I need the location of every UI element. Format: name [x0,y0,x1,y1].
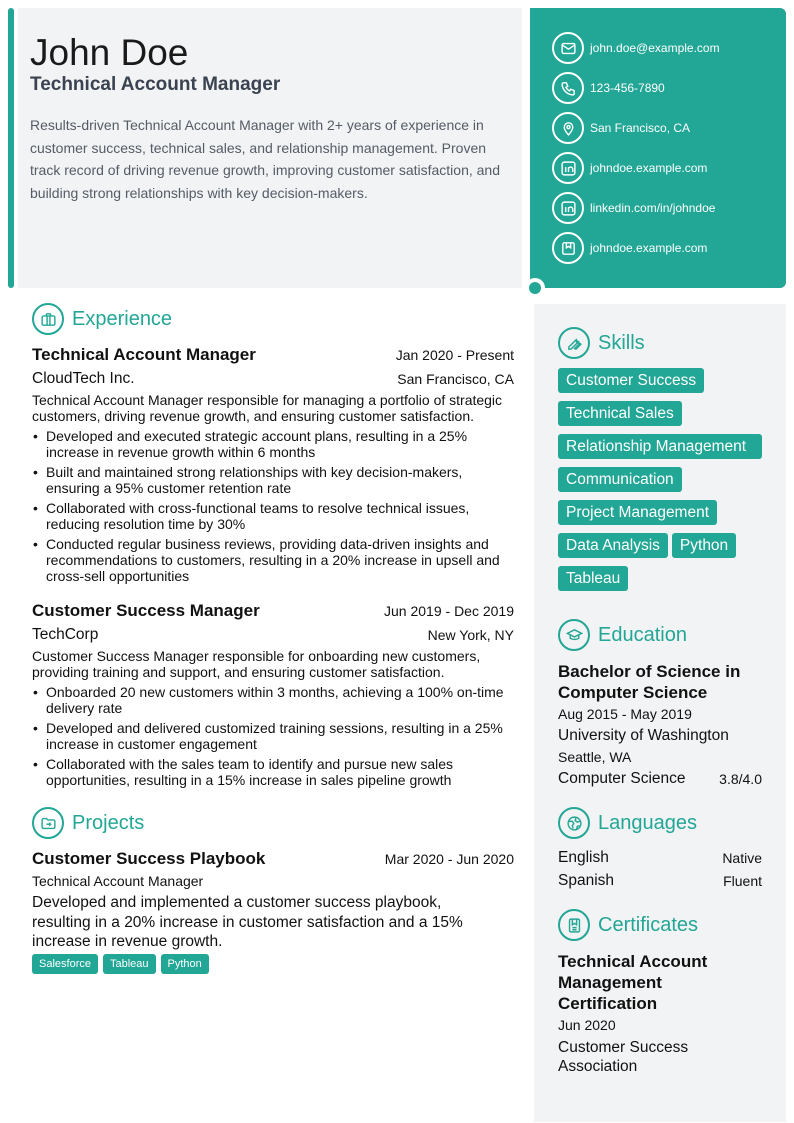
contact-email-text: john.doe@example.com [590,41,720,55]
sidebar-panel [534,304,786,1122]
education-heading [558,619,687,651]
education-dates: Aug 2015 - May 2019 [558,706,692,722]
education-degree: Bachelor of Science in Computer Science [558,662,741,702]
accent-bar [8,8,14,288]
skill-chip: Project Management [558,500,717,525]
contact-linkedin[interactable] [552,191,715,225]
project-tags [32,954,214,974]
skill-chip: Technical Sales [558,401,682,426]
contact-location [552,111,690,145]
contact-website[interactable] [552,151,707,185]
contact-location-text: San Francisco, CA [590,121,691,135]
projects-title: Projects [72,811,145,834]
linkedin-icon [552,192,584,224]
job-bullet: • Collaborated with cross-functional teams to resolve technical issues, reducing resolution time by 30% [32,500,514,532]
job-location: San Francisco, CA [397,371,514,387]
skills-list [558,368,766,599]
project-tag: Tableau [103,954,156,974]
job-bullet: • Conducted regular business reviews, providing data-driven insights and recommendations to customers, resulting in a 20% increase in upsell and cross-sell opportunities [32,536,514,584]
contact-portfolio[interactable] [552,231,707,265]
contact-panel [530,8,786,288]
skill-chip: Tableau [558,566,628,591]
job-location: New York, NY [427,627,514,643]
job-bullet: • Developed and delivered customized training sessions, resulting in a 25% increase in customer engagement [32,720,514,752]
contact-phone[interactable] [552,71,665,105]
job-title: Customer Success Manager [32,601,260,620]
skill-chip: Python [672,533,736,558]
projects-heading [32,807,144,839]
job-dates: Jun 2019 - Dec 2019 [384,603,514,619]
skill-chip: Communication [558,467,682,492]
candidate-role: Technical Account Manager [30,74,281,95]
job-description: Technical Account Manager responsible for managing a portfolio of strategic customers, driving revenue growth, and ensuring customer satisfaction. [32,392,503,424]
language-level: Native [722,850,762,866]
job-bullet: • Built and maintained strong relationships with key decision-makers, ensuring a 95% customer retention rate [32,464,514,496]
contact-website-text: johndoe.example.com [590,161,708,175]
skill-chip: Customer Success [558,368,704,393]
phone-icon [552,72,584,104]
certificate-date: Jun 2020 [558,1017,616,1033]
folder-icon [32,807,64,839]
candidate-name: John Doe [30,32,189,73]
briefcase-icon [32,303,64,335]
mail-icon [552,32,584,64]
project-description: Developed and implemented a customer success playbook, resulting in a 20% increase in customer satisfaction and a 15% increase in revenue growth. [32,894,463,950]
skills-heading [558,327,645,359]
skills-title: Skills [598,331,645,354]
language-name: Spanish [558,872,615,889]
portfolio-icon [552,232,584,264]
languages-heading [558,807,697,839]
header-panel [18,8,522,288]
education-field: Computer Science [558,770,686,787]
education-title: Education [598,623,687,646]
language-level: Fluent [723,873,762,889]
skill-chip: Data Analysis [558,533,668,558]
job-company: TechCorp [32,626,99,643]
certificate-name: Technical Account Management Certification [558,952,708,1013]
location-pin-icon [552,112,584,144]
certificates-title: Certificates [598,913,699,936]
job-description: Customer Success Manager responsible for onboarding new customers, providing training and support, and ensuring customer satisfaction. [32,648,481,680]
globe-icon [558,807,590,839]
education-gpa: 3.8/4.0 [719,771,762,787]
certificate-issuer: Customer Success Association [558,1039,689,1075]
wrench-icon [558,327,590,359]
education-school: University of Washington [558,727,729,744]
job-bullet: • Developed and executed strategic account plans, resulting in a 25% increase in revenue growth within 6 months [32,428,514,460]
job-bullets [32,684,514,792]
job-bullet: • Collaborated with the sales team to identify and pursue new sales opportunities, resulting in a 15% increase in sales pipeline growth [32,756,514,788]
project-dates: Mar 2020 - Jun 2020 [384,851,514,867]
language-name: English [558,849,609,866]
project-name: Customer Success Playbook [32,849,266,868]
graduation-cap-icon [558,619,590,651]
job-title: Technical Account Manager [32,345,256,364]
education-location: Seattle, WA [558,749,632,765]
job-bullet: • Onboarded 20 new customers within 3 months, achieving a 100% on-time delivery rate [32,684,514,716]
job-bullets [32,428,514,588]
project-role: Technical Account Manager [32,873,204,889]
job-company: CloudTech Inc. [32,370,135,387]
summary-text: Results-driven Technical Account Manager with 2+ years of experience in customer success, technical sales, and relationship management. Proven track record of driving revenue growth, improving customer satisfaction, and building strong relationships with key decision-makers. [30,117,500,201]
skill-chip: Relationship Management [558,434,762,459]
certificates-heading [558,909,698,941]
contact-phone-text: 123-456-7890 [590,81,665,95]
contact-linkedin-text: linkedin.com/in/johndoe [590,201,716,215]
project-tag: Python [161,954,209,974]
project-tag: Salesforce [32,954,98,974]
job-dates: Jan 2020 - Present [395,347,514,363]
experience-title: Experience [72,307,173,330]
connector-dot [529,282,541,294]
experience-heading [32,303,172,335]
certificate-icon [558,909,590,941]
linkedin-icon [552,152,584,184]
contact-portfolio-text: johndoe.example.com [590,241,708,255]
languages-title: Languages [598,811,697,834]
contact-email[interactable] [552,31,720,65]
